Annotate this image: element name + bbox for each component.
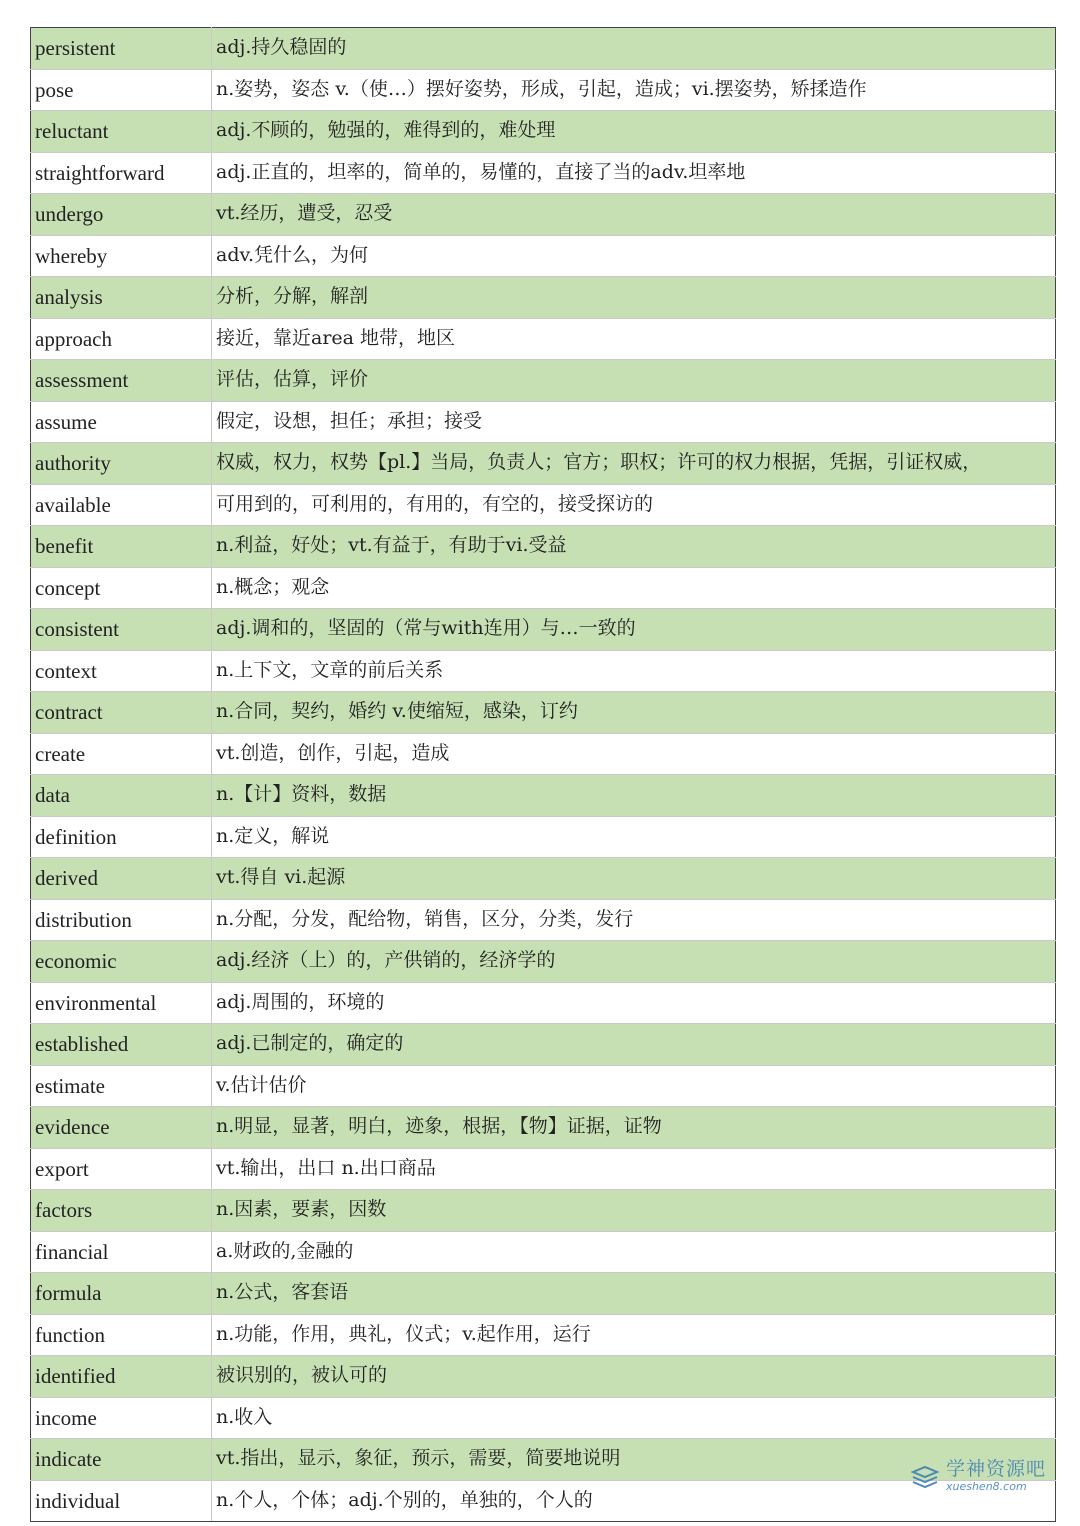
word-cell: context xyxy=(31,650,212,692)
meaning-cell: 可用到的，可利用的，有用的，有空的，接受探访的 xyxy=(212,484,1056,526)
word-cell: pose xyxy=(31,69,212,111)
word-cell: authority xyxy=(31,443,212,485)
meaning-cell: n.概念；观念 xyxy=(212,567,1056,609)
meaning-cell: n.上下文，文章的前后关系 xyxy=(212,650,1056,692)
word-cell: concept xyxy=(31,567,212,609)
word-cell: approach xyxy=(31,318,212,360)
table-row xyxy=(31,650,1056,692)
table-row xyxy=(31,1190,1056,1232)
meaning-cell: adj.正直的，坦率的，简单的，易懂的，直接了当的adv.坦率地 xyxy=(212,152,1056,194)
table-row xyxy=(31,1148,1056,1190)
meaning-cell: n.因素，要素，因数 xyxy=(212,1190,1056,1232)
table-row xyxy=(31,775,1056,817)
table-row xyxy=(31,1397,1056,1439)
word-cell: whereby xyxy=(31,235,212,277)
word-cell: export xyxy=(31,1148,212,1190)
word-cell: persistent xyxy=(31,28,212,70)
meaning-cell: adj.持久稳固的 xyxy=(212,28,1056,70)
word-cell: contract xyxy=(31,692,212,734)
meaning-cell: adj.调和的，坚固的（常与with连用）与…一致的 xyxy=(212,609,1056,651)
table-row xyxy=(31,28,1056,70)
table-row xyxy=(31,69,1056,111)
table-row xyxy=(31,1024,1056,1066)
word-cell: indicate xyxy=(31,1439,212,1481)
table-row xyxy=(31,360,1056,402)
table-row xyxy=(31,401,1056,443)
meaning-cell: n.收入 xyxy=(212,1397,1056,1439)
word-cell: formula xyxy=(31,1273,212,1315)
meaning-cell: vt.得自 vi.起源 xyxy=(212,858,1056,900)
meaning-cell: vt.指出，显示，象征，预示，需要，简要地说明 xyxy=(212,1439,1056,1481)
meaning-cell: v.估计估价 xyxy=(212,1065,1056,1107)
meaning-cell: 权威，权力，权势【pl.】当局，负责人；官方；职权；许可的权力根据，凭据，引证权威， xyxy=(212,443,1056,485)
table-row xyxy=(31,733,1056,775)
table-row xyxy=(31,816,1056,858)
meaning-cell: n.公式，客套语 xyxy=(212,1273,1056,1315)
meaning-cell: n.明显，显著，明白，迹象，根据，【物】证据，证物 xyxy=(212,1107,1056,1149)
vocabulary-table-body xyxy=(31,28,1056,1522)
meaning-cell: adv.凭什么，为何 xyxy=(212,235,1056,277)
word-cell: data xyxy=(31,775,212,817)
meaning-cell: adj.周围的，环境的 xyxy=(212,982,1056,1024)
table-row xyxy=(31,443,1056,485)
word-cell: straightforward xyxy=(31,152,212,194)
meaning-cell: 分析，分解，解剖 xyxy=(212,277,1056,319)
table-row xyxy=(31,1314,1056,1356)
vocabulary-table xyxy=(30,27,1056,1522)
table-row xyxy=(31,982,1056,1024)
meaning-cell: n.分配，分发，配给物，销售，区分，分类，发行 xyxy=(212,899,1056,941)
table-row xyxy=(31,277,1056,319)
word-cell: function xyxy=(31,1314,212,1356)
watermark-url: xueshen8.com xyxy=(945,1480,1027,1493)
table-row xyxy=(31,941,1056,983)
word-cell: individual xyxy=(31,1480,212,1522)
word-cell: identified xyxy=(31,1356,212,1398)
word-cell: assessment xyxy=(31,360,212,402)
meaning-cell: n.利益，好处；vt.有益于，有助于vi.受益 xyxy=(212,526,1056,568)
table-row xyxy=(31,692,1056,734)
table-row xyxy=(31,858,1056,900)
word-cell: derived xyxy=(31,858,212,900)
meaning-cell: vt.输出，出口 n.出口商品 xyxy=(212,1148,1056,1190)
table-row xyxy=(31,318,1056,360)
table-row xyxy=(31,1107,1056,1149)
word-cell: available xyxy=(31,484,212,526)
word-cell: income xyxy=(31,1397,212,1439)
word-cell: definition xyxy=(31,816,212,858)
table-row xyxy=(31,1231,1056,1273)
word-cell: estimate xyxy=(31,1065,212,1107)
meaning-cell: n.功能，作用，典礼，仪式；v.起作用，运行 xyxy=(212,1314,1056,1356)
word-cell: assume xyxy=(31,401,212,443)
table-row xyxy=(31,1480,1056,1522)
table-row xyxy=(31,526,1056,568)
table-row xyxy=(31,1439,1056,1481)
meaning-cell: n.【计】资料，数据 xyxy=(212,775,1056,817)
word-cell: analysis xyxy=(31,277,212,319)
word-cell: evidence xyxy=(31,1107,212,1149)
meaning-cell: 假定，设想，担任；承担；接受 xyxy=(212,401,1056,443)
meaning-cell: 被识别的，被认可的 xyxy=(212,1356,1056,1398)
table-row xyxy=(31,194,1056,236)
table-row xyxy=(31,1065,1056,1107)
word-cell: distribution xyxy=(31,899,212,941)
meaning-cell: 评估，估算，评价 xyxy=(212,360,1056,402)
word-cell: create xyxy=(31,733,212,775)
word-cell: financial xyxy=(31,1231,212,1273)
meaning-cell: n.个人，个体；adj.个别的，单独的，个人的 xyxy=(212,1480,1056,1522)
meaning-cell: a.财政的,金融的 xyxy=(212,1231,1056,1273)
table-row xyxy=(31,567,1056,609)
meaning-cell: adj.不顾的，勉强的，难得到的，难处理 xyxy=(212,111,1056,153)
watermark-name: 学神资源吧 xyxy=(945,1458,1046,1480)
table-row xyxy=(31,111,1056,153)
table-row xyxy=(31,1356,1056,1398)
word-cell: reluctant xyxy=(31,111,212,153)
meaning-cell: vt.经历，遭受，忍受 xyxy=(212,194,1056,236)
meaning-cell: n.姿势，姿态 v.（使…）摆好姿势，形成，引起，造成；vi.摆姿势，矫揉造作 xyxy=(212,69,1056,111)
word-cell: consistent xyxy=(31,609,212,651)
meaning-cell: 接近，靠近area 地带，地区 xyxy=(212,318,1056,360)
table-row xyxy=(31,235,1056,277)
word-cell: environmental xyxy=(31,982,212,1024)
word-cell: undergo xyxy=(31,194,212,236)
meaning-cell: vt.创造，创作，引起，造成 xyxy=(212,733,1056,775)
word-cell: established xyxy=(31,1024,212,1066)
meaning-cell: n.定义，解说 xyxy=(212,816,1056,858)
book-stack-icon xyxy=(910,1462,940,1490)
table-row xyxy=(31,609,1056,651)
table-row xyxy=(31,152,1056,194)
meaning-cell: adj.经济（上）的，产供销的，经济学的 xyxy=(212,941,1056,983)
word-cell: factors xyxy=(31,1190,212,1232)
word-cell: benefit xyxy=(31,526,212,568)
meaning-cell: n.合同，契约，婚约 v.使缩短，感染，订约 xyxy=(212,692,1056,734)
table-row xyxy=(31,1273,1056,1315)
table-row xyxy=(31,484,1056,526)
watermark xyxy=(910,1460,1046,1492)
table-row xyxy=(31,899,1056,941)
meaning-cell: adj.已制定的，确定的 xyxy=(212,1024,1056,1066)
word-cell: economic xyxy=(31,941,212,983)
